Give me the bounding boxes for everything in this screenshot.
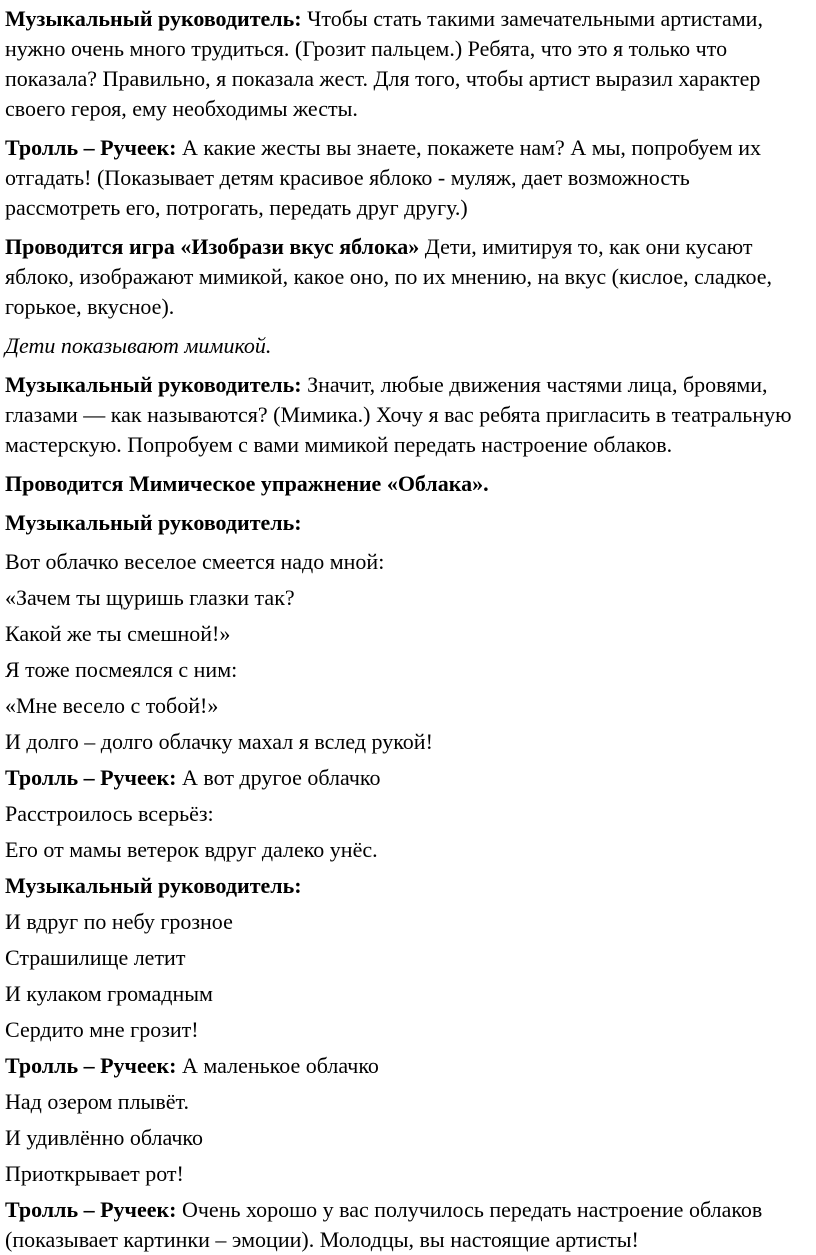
poem-line: Какой же ты смешной!» xyxy=(5,621,231,646)
paragraph-text: Очень хорошо у вас получилось передать настроение облаков (показывает картинки – эмоции). Молодцы, вы настоящие артисты! xyxy=(5,1197,763,1252)
paragraph-music-director-2 xyxy=(5,370,808,460)
poem-line: Я тоже посмеялся с ним: xyxy=(5,657,238,682)
paragraph-troll-3 xyxy=(5,1051,808,1081)
poem-line: Его от мамы ветерок вдруг далеко унёс. xyxy=(5,837,378,862)
speaker-label: Тролль – Ручеек: xyxy=(5,1053,177,1078)
speaker-label: Музыкальный руководитель: xyxy=(5,6,302,31)
poem-line: Приоткрывает рот! xyxy=(5,1161,184,1186)
poem-line: Сердито мне грозит! xyxy=(5,1017,199,1042)
paragraph-game-apple xyxy=(5,232,808,322)
paragraph-text: А маленькое облачко xyxy=(176,1053,379,1078)
speaker-heading-music-director-3 xyxy=(5,508,808,538)
activity-label: Проводится игра «Изобрази вкус яблока» xyxy=(5,234,420,259)
poem-line: Страшилище летит xyxy=(5,945,186,970)
speaker-label: Музыкальный руководитель: xyxy=(5,372,302,397)
poem-line: Расстроилось всерьёз: xyxy=(5,801,214,826)
poem-line: «Мне весело с тобой!» xyxy=(5,693,219,718)
poem-line: И кулаком громадным xyxy=(5,981,213,1006)
speaker-label: Тролль – Ручеек: xyxy=(5,1197,177,1222)
paragraph-text: Значит, любые движения частями лица, бровями, глазами — как называются? (Мимика.) Хочу я вас ребята пригласить в театральную мастерскую. Попробуем с вами мимикой передать настроение облаков. xyxy=(5,372,792,457)
speaker-label: Тролль – Ручеек: xyxy=(5,135,177,160)
poem-line: Над озером плывёт. xyxy=(5,1089,189,1114)
paragraph-text: Дети, имитируя то, как они кусают яблоко, изображают мимикой, какое оно, по их мнению, на вкус (кислое, сладкое, горькое, вкусное). xyxy=(5,234,772,319)
paragraph-troll-4 xyxy=(5,1195,808,1255)
poem-line: Вот облачко веселое смеется надо мной: xyxy=(5,549,385,574)
paragraph-troll-2 xyxy=(5,763,808,793)
speaker-label: Музыкальный руководитель: xyxy=(5,873,302,898)
poem-line: И долго – долго облачку махал я вслед рукой! xyxy=(5,729,433,754)
stage-direction-text: Дети показывают мимикой. xyxy=(5,333,272,358)
poem-line: «Зачем ты щуришь глазки так? xyxy=(5,585,295,610)
exercise-heading-text: Проводится Мимическое упражнение «Облака». xyxy=(5,471,489,496)
paragraph-text: А вот другое облачко xyxy=(176,765,381,790)
speaker-label: Музыкальный руководитель: xyxy=(5,510,302,535)
paragraph-music-director-1 xyxy=(5,4,808,124)
paragraph-text: А какие жесты вы знаете, покажете нам? А мы, попробуем их отгадать! (Показывает детям красивое яблоко - муляж, дает возможность рассмотреть его, потрогать, передать друг другу.) xyxy=(5,135,761,220)
exercise-heading xyxy=(5,469,808,499)
poem-line: И вдруг по небу грозное xyxy=(5,909,233,934)
speaker-heading-music-director-4 xyxy=(5,871,808,901)
speaker-label: Тролль – Ручеек: xyxy=(5,765,177,790)
paragraph-troll-1 xyxy=(5,133,808,223)
poem-line: И удивлённо облачко xyxy=(5,1125,203,1150)
paragraph-text: Чтобы стать такими замечательными артистами, нужно очень много трудиться. (Грозит пальцем.) Ребята, что это я только что показала? Правильно, я показала жест. Для того, чтобы артист выразил характер своего героя, ему необходимы жесты. xyxy=(5,6,763,121)
stage-direction xyxy=(5,331,808,361)
